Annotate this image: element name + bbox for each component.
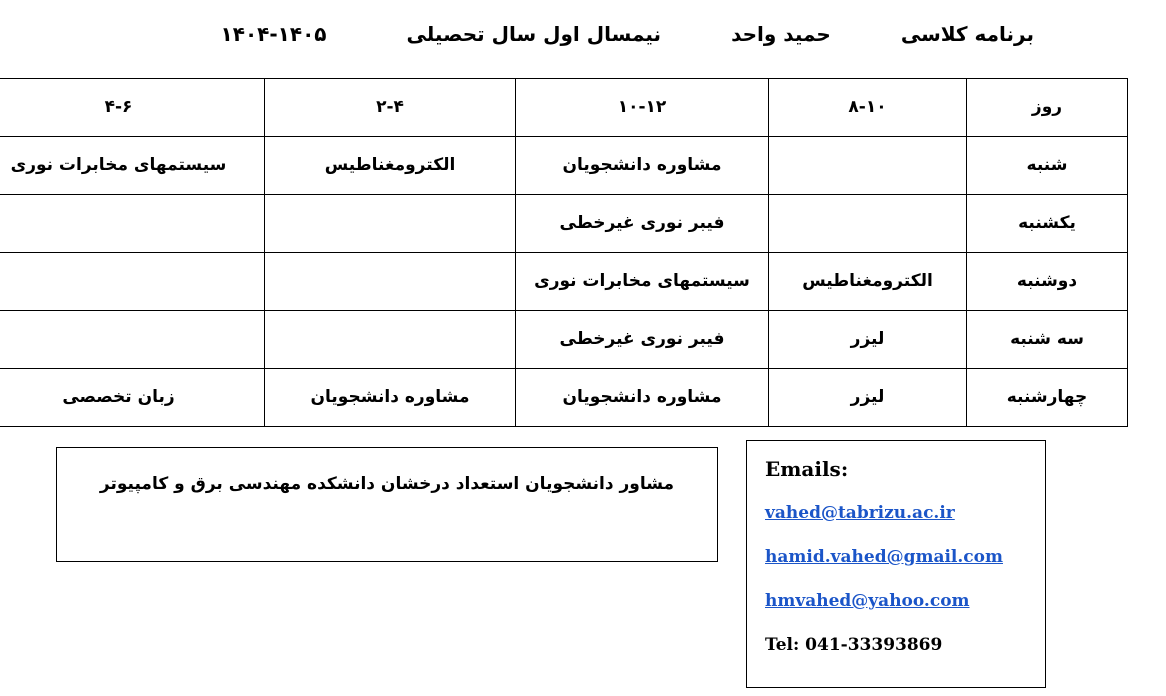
semester-label: نیمسال اول سال تحصیلی — [406, 22, 662, 46]
cell-8-10: لیزر — [769, 311, 967, 369]
cell-2-4 — [265, 195, 516, 253]
column-header-2-4: ۲-۴ — [265, 79, 516, 137]
schedule-table-head — [0, 79, 1128, 137]
cell-2-4: مشاوره دانشجویان — [265, 369, 516, 427]
row-day-label: دوشنبه — [967, 253, 1128, 311]
table-row — [0, 137, 1128, 195]
cell-4-6 — [0, 253, 265, 311]
table-row — [0, 195, 1128, 253]
table-header-row — [0, 79, 1128, 137]
page-title: برنامه کلاسی — [900, 22, 1034, 46]
telephone-number: Tel: 041-33393869 — [765, 635, 943, 655]
cell-4-6: سیستمهای مخابرات نوری — [0, 137, 265, 195]
page-header — [0, 22, 1166, 46]
cell-10-12: فیبر نوری غیرخطی — [516, 311, 769, 369]
row-day-label: چهارشنبه — [967, 369, 1128, 427]
cell-8-10: لیزر — [769, 369, 967, 427]
advisor-note-box — [56, 447, 718, 562]
table-row — [0, 311, 1128, 369]
schedule-table — [0, 78, 1128, 427]
cell-10-12: مشاوره دانشجویان — [516, 137, 769, 195]
instructor-name: حمید واحد — [731, 22, 831, 46]
column-header-4-6: ۴-۶ — [0, 79, 265, 137]
column-header-day: روز — [967, 79, 1128, 137]
table-row — [0, 253, 1128, 311]
contact-box — [746, 440, 1046, 688]
email-link-gmail[interactable]: hamid.vahed@gmail.com — [765, 547, 1003, 567]
cell-8-10 — [769, 137, 967, 195]
email-link-university[interactable]: vahed@tabrizu.ac.ir — [765, 503, 955, 523]
cell-10-12: سیستمهای مخابرات نوری — [516, 253, 769, 311]
column-header-8-10: ۸-۱۰ — [769, 79, 967, 137]
cell-8-10: الکترومغناطیس — [769, 253, 967, 311]
table-row — [0, 369, 1128, 427]
cell-8-10 — [769, 195, 967, 253]
row-day-label: سه شنبه — [967, 311, 1128, 369]
row-day-label: یکشنبه — [967, 195, 1128, 253]
cell-4-6: زبان تخصصی — [0, 369, 265, 427]
cell-4-6 — [0, 311, 265, 369]
emails-heading: Emails: — [765, 457, 849, 481]
schedule-table-body — [0, 137, 1128, 427]
academic-year: ۱۴۰۴-۱۴۰۵ — [220, 22, 327, 46]
cell-2-4: الکترومغناطیس — [265, 137, 516, 195]
email-link-yahoo[interactable]: hmvahed@yahoo.com — [765, 591, 970, 611]
cell-4-6 — [0, 195, 265, 253]
cell-10-12: مشاوره دانشجویان — [516, 369, 769, 427]
cell-2-4 — [265, 311, 516, 369]
column-header-10-12: ۱۰-۱۲ — [516, 79, 769, 137]
row-day-label: شنبه — [967, 137, 1128, 195]
cell-10-12: فیبر نوری غیرخطی — [516, 195, 769, 253]
advisor-note-text: مشاور دانشجویان استعداد درخشان دانشکده مهندسی برق و کامپیوتر — [99, 474, 675, 494]
cell-2-4 — [265, 253, 516, 311]
